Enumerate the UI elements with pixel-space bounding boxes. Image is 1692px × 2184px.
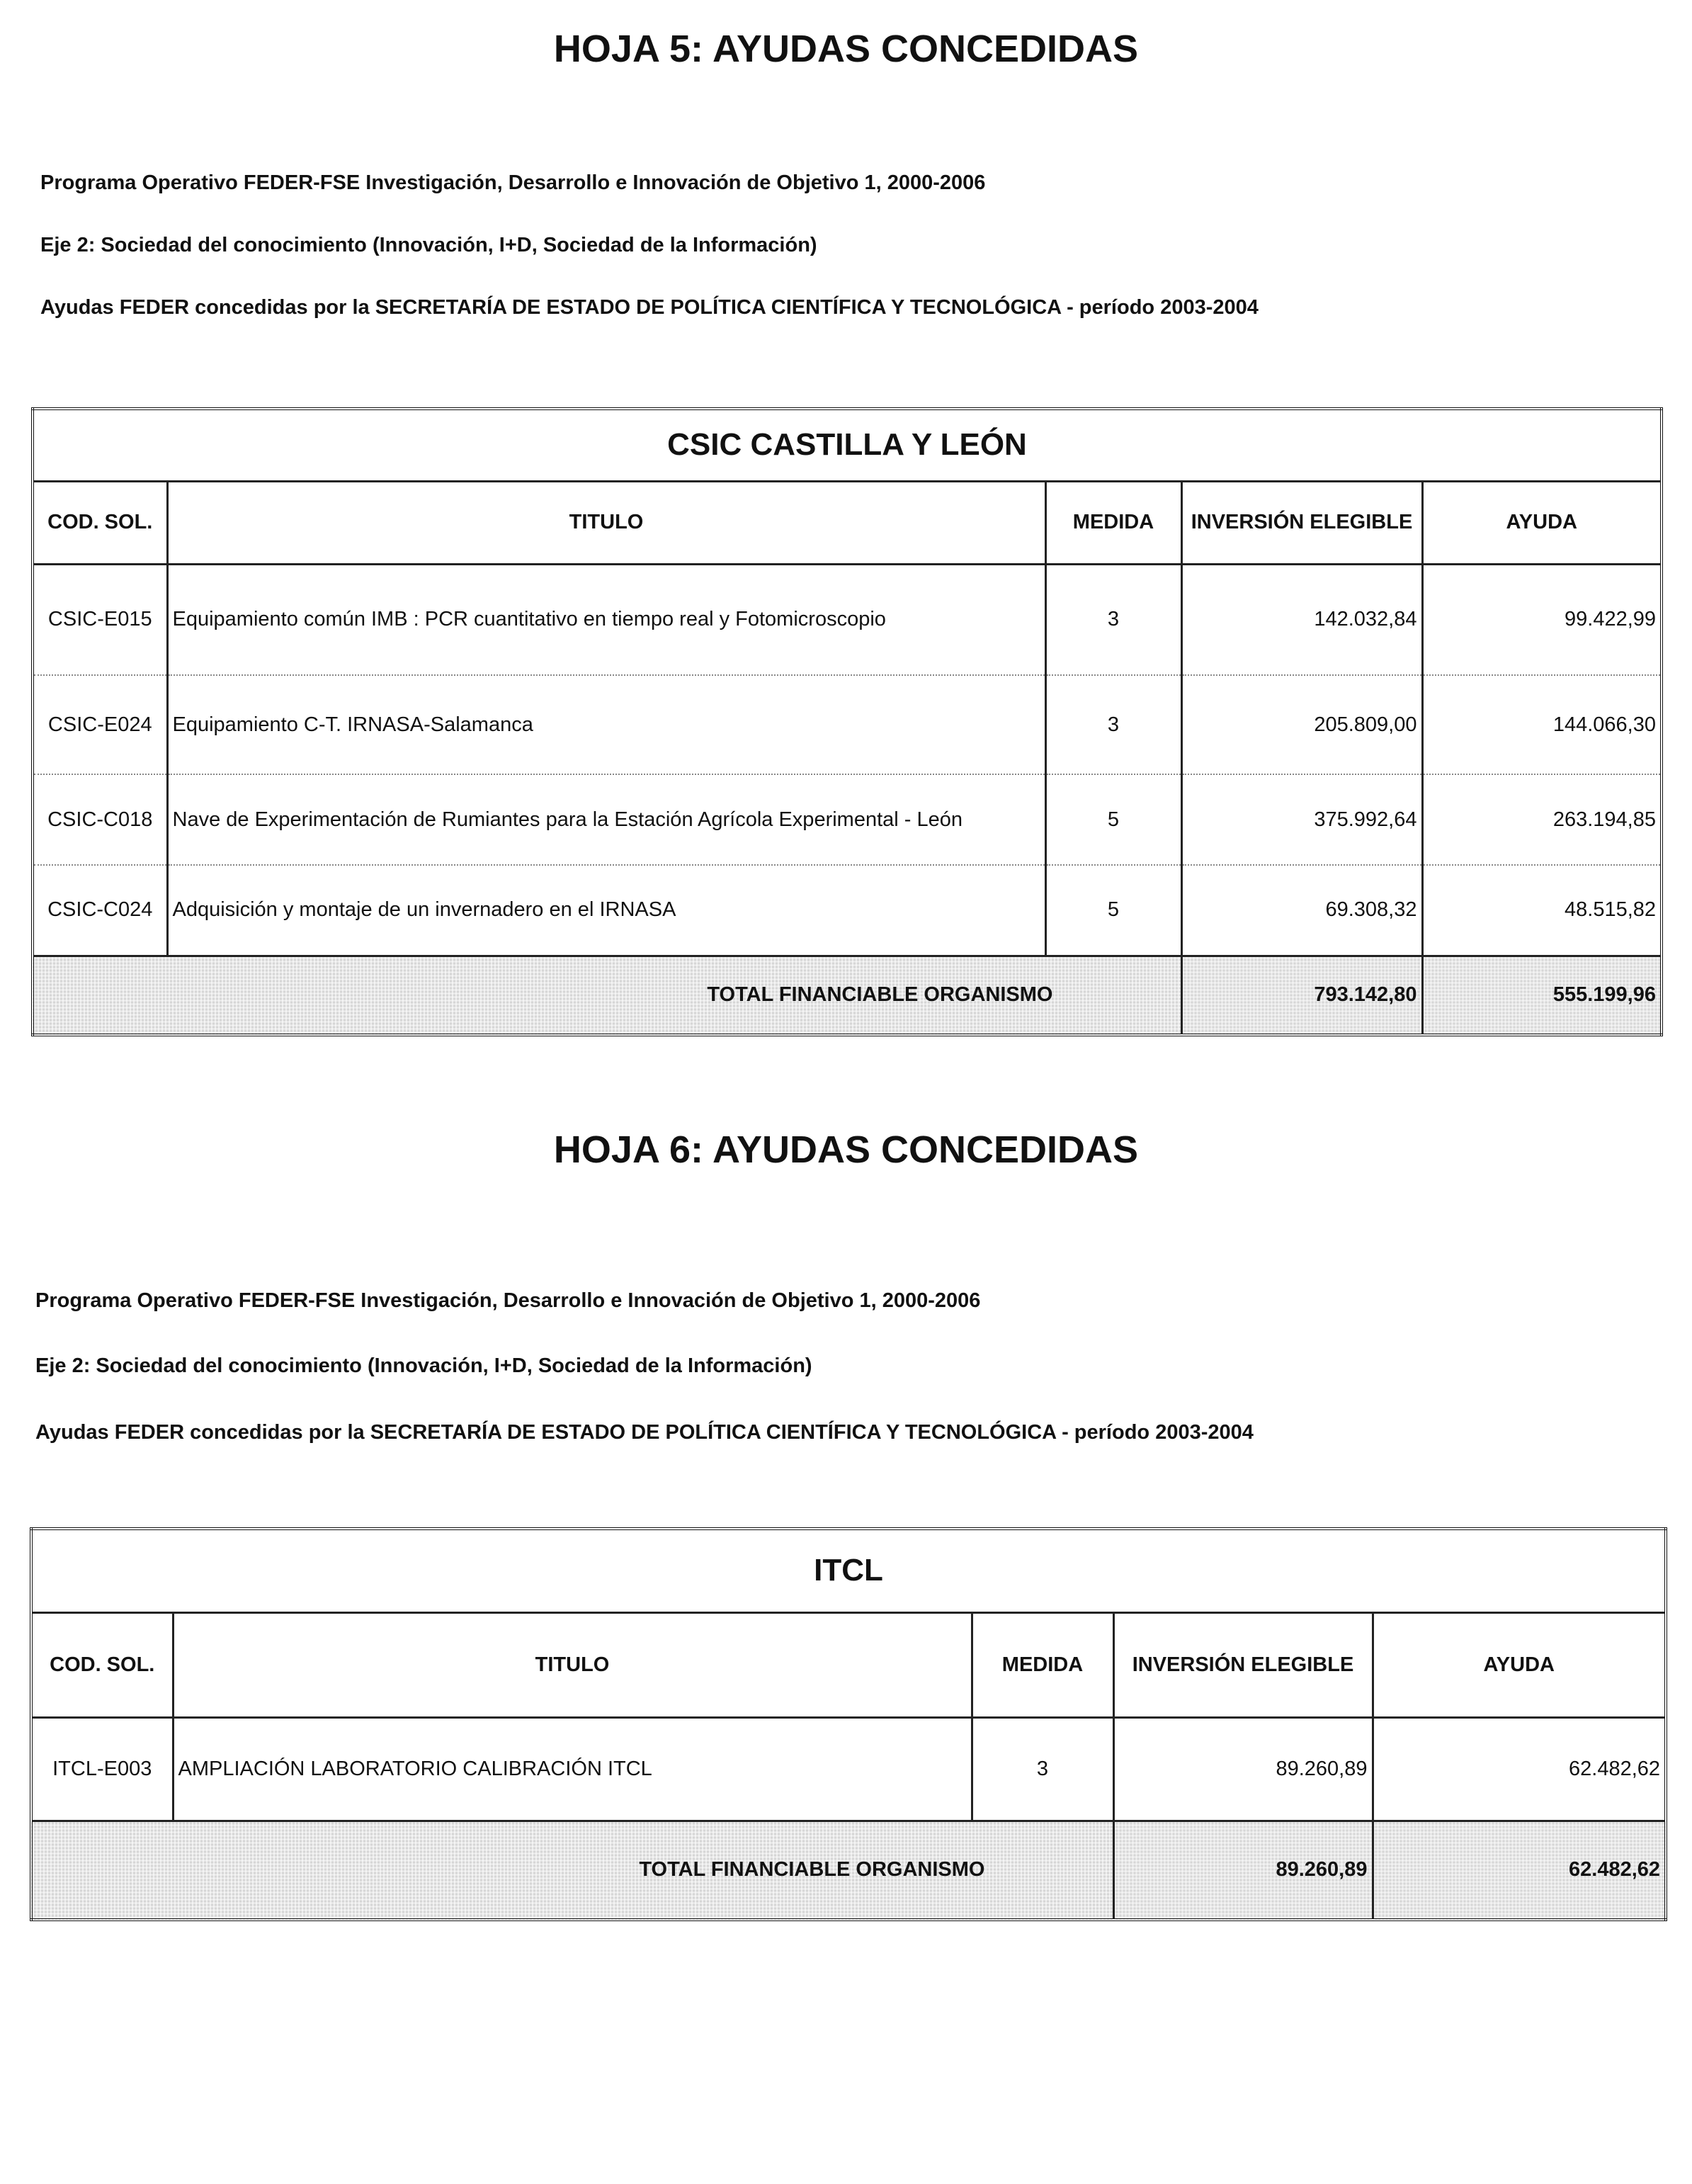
sheet-6-program: Programa Operativo FEDER-FSE Investigación, Desarrollo e Innovación de Objetivo 1, 2000-2006 — [35, 1289, 981, 1312]
sheet-5-table — [31, 407, 1663, 1036]
cell-title: Nave de Experimentación de Rumiantes para la Estación Agrícola Experimental - León — [167, 774, 1045, 865]
total-row — [31, 1821, 1666, 1920]
total-label: TOTAL FINANCIABLE ORGANISMO — [31, 1821, 1113, 1920]
cell-inversion: 89.260,89 — [1113, 1717, 1373, 1821]
sheet-5-grants: Ayudas FEDER concedidas por la SECRETARÍA DE ESTADO DE POLÍTICA CIENTÍFICA Y TECNOLÓGICA - período 2003-2004 — [40, 296, 1259, 319]
sheet-6-table — [30, 1527, 1667, 1921]
header-ayuda: AYUDA — [1373, 1612, 1666, 1717]
total-row — [33, 956, 1662, 1035]
organism-name: ITCL — [31, 1529, 1666, 1612]
cell-ayuda: 48.515,82 — [1422, 865, 1662, 956]
table-row — [33, 675, 1662, 774]
sheet-5-title: HOJA 5: AYUDAS CONCEDIDAS — [553, 28, 1139, 70]
cell-code: CSIC-C024 — [33, 865, 167, 956]
cell-medida: 3 — [1045, 675, 1181, 774]
header-inversion-elegible: INVERSIÓN ELEGIBLE — [1113, 1612, 1373, 1717]
sheet-6-title: HOJA 6: AYUDAS CONCEDIDAS — [553, 1128, 1139, 1171]
cell-medida: 3 — [972, 1717, 1113, 1821]
cell-title: AMPLIACIÓN LABORATORIO CALIBRACIÓN ITCL — [173, 1717, 972, 1821]
cell-code: ITCL-E003 — [31, 1717, 173, 1821]
cell-code: CSIC-E024 — [33, 675, 167, 774]
cell-medida: 3 — [1045, 564, 1181, 675]
cell-title: Equipamiento C-T. IRNASA-Salamanca — [167, 675, 1045, 774]
organism-name: CSIC CASTILLA Y LEÓN — [33, 409, 1662, 481]
header-medida: MEDIDA — [972, 1612, 1113, 1717]
total-ayuda: 62.482,62 — [1373, 1821, 1666, 1920]
sheet-5-program: Programa Operativo FEDER-FSE Investigación, Desarrollo e Innovación de Objetivo 1, 2000-2006 — [40, 171, 986, 194]
cell-medida: 5 — [1045, 865, 1181, 956]
header-titulo: TITULO — [167, 481, 1045, 564]
table-row — [33, 564, 1662, 675]
table-row — [33, 774, 1662, 865]
table-row — [33, 865, 1662, 956]
cell-inversion: 69.308,32 — [1181, 865, 1422, 956]
cell-title: Adquisición y montaje de un invernadero en el IRNASA — [167, 865, 1045, 956]
total-ayuda: 555.199,96 — [1422, 956, 1662, 1035]
cell-ayuda: 144.066,30 — [1422, 675, 1662, 774]
cell-inversion: 142.032,84 — [1181, 564, 1422, 675]
cell-medida: 5 — [1045, 774, 1181, 865]
sheet-6-grants: Ayudas FEDER concedidas por la SECRETARÍA DE ESTADO DE POLÍTICA CIENTÍFICA Y TECNOLÓGICA - período 2003-2004 — [35, 1421, 1254, 1444]
cell-code: CSIC-E015 — [33, 564, 167, 675]
header-titulo: TITULO — [173, 1612, 972, 1717]
header-inversion-elegible: INVERSIÓN ELEGIBLE — [1181, 481, 1422, 564]
sheet-5-axis: Eje 2: Sociedad del conocimiento (Innovación, I+D, Sociedad de la Información) — [40, 234, 817, 256]
total-label: TOTAL FINANCIABLE ORGANISMO — [33, 956, 1181, 1035]
cell-inversion: 205.809,00 — [1181, 675, 1422, 774]
header-medida: MEDIDA — [1045, 481, 1181, 564]
header-cod-sol: COD. SOL. — [33, 481, 167, 564]
cell-ayuda: 99.422,99 — [1422, 564, 1662, 675]
cell-inversion: 375.992,64 — [1181, 774, 1422, 865]
cell-ayuda: 263.194,85 — [1422, 774, 1662, 865]
header-cod-sol: COD. SOL. — [31, 1612, 173, 1717]
cell-code: CSIC-C018 — [33, 774, 167, 865]
total-inversion: 89.260,89 — [1113, 1821, 1373, 1920]
header-ayuda: AYUDA — [1422, 481, 1662, 564]
sheet-6-axis: Eje 2: Sociedad del conocimiento (Innovación, I+D, Sociedad de la Información) — [35, 1354, 812, 1377]
total-inversion: 793.142,80 — [1181, 956, 1422, 1035]
cell-ayuda: 62.482,62 — [1373, 1717, 1666, 1821]
table-row — [31, 1717, 1666, 1821]
cell-title: Equipamiento común IMB : PCR cuantitativo en tiempo real y Fotomicroscopio — [167, 564, 1045, 675]
